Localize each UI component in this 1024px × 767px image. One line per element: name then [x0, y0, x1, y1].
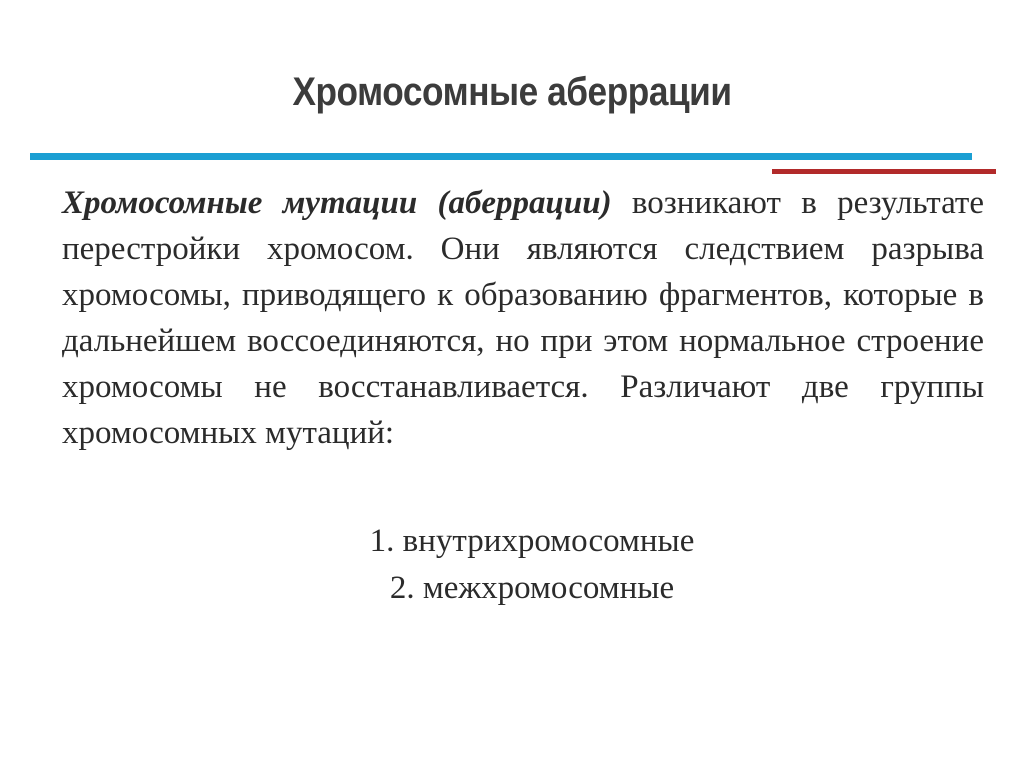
- key-term: Хромосомные мутации (аберрации): [62, 185, 612, 221]
- title-underline-red: [772, 169, 996, 174]
- paragraph-text: возникают в результате перестройки хромосом. Они являются следствием разрыва хромосомы, приводящего к образованию фрагментов, которые в дальнейшем воссоединяются, но при этом нормальное строение хромосомы не восстанавливается. Различают две группы хромосомных мутаций:: [62, 185, 984, 451]
- list-item: 2. межхромосомные: [389, 570, 675, 606]
- mutation-groups-list: [0, 518, 1024, 612]
- slide-title: Хромосомные аберрации: [292, 70, 732, 114]
- list-item: 1. внутрихромосомные: [369, 523, 695, 559]
- title-underline-blue: [30, 153, 972, 160]
- body-paragraph: [62, 180, 984, 456]
